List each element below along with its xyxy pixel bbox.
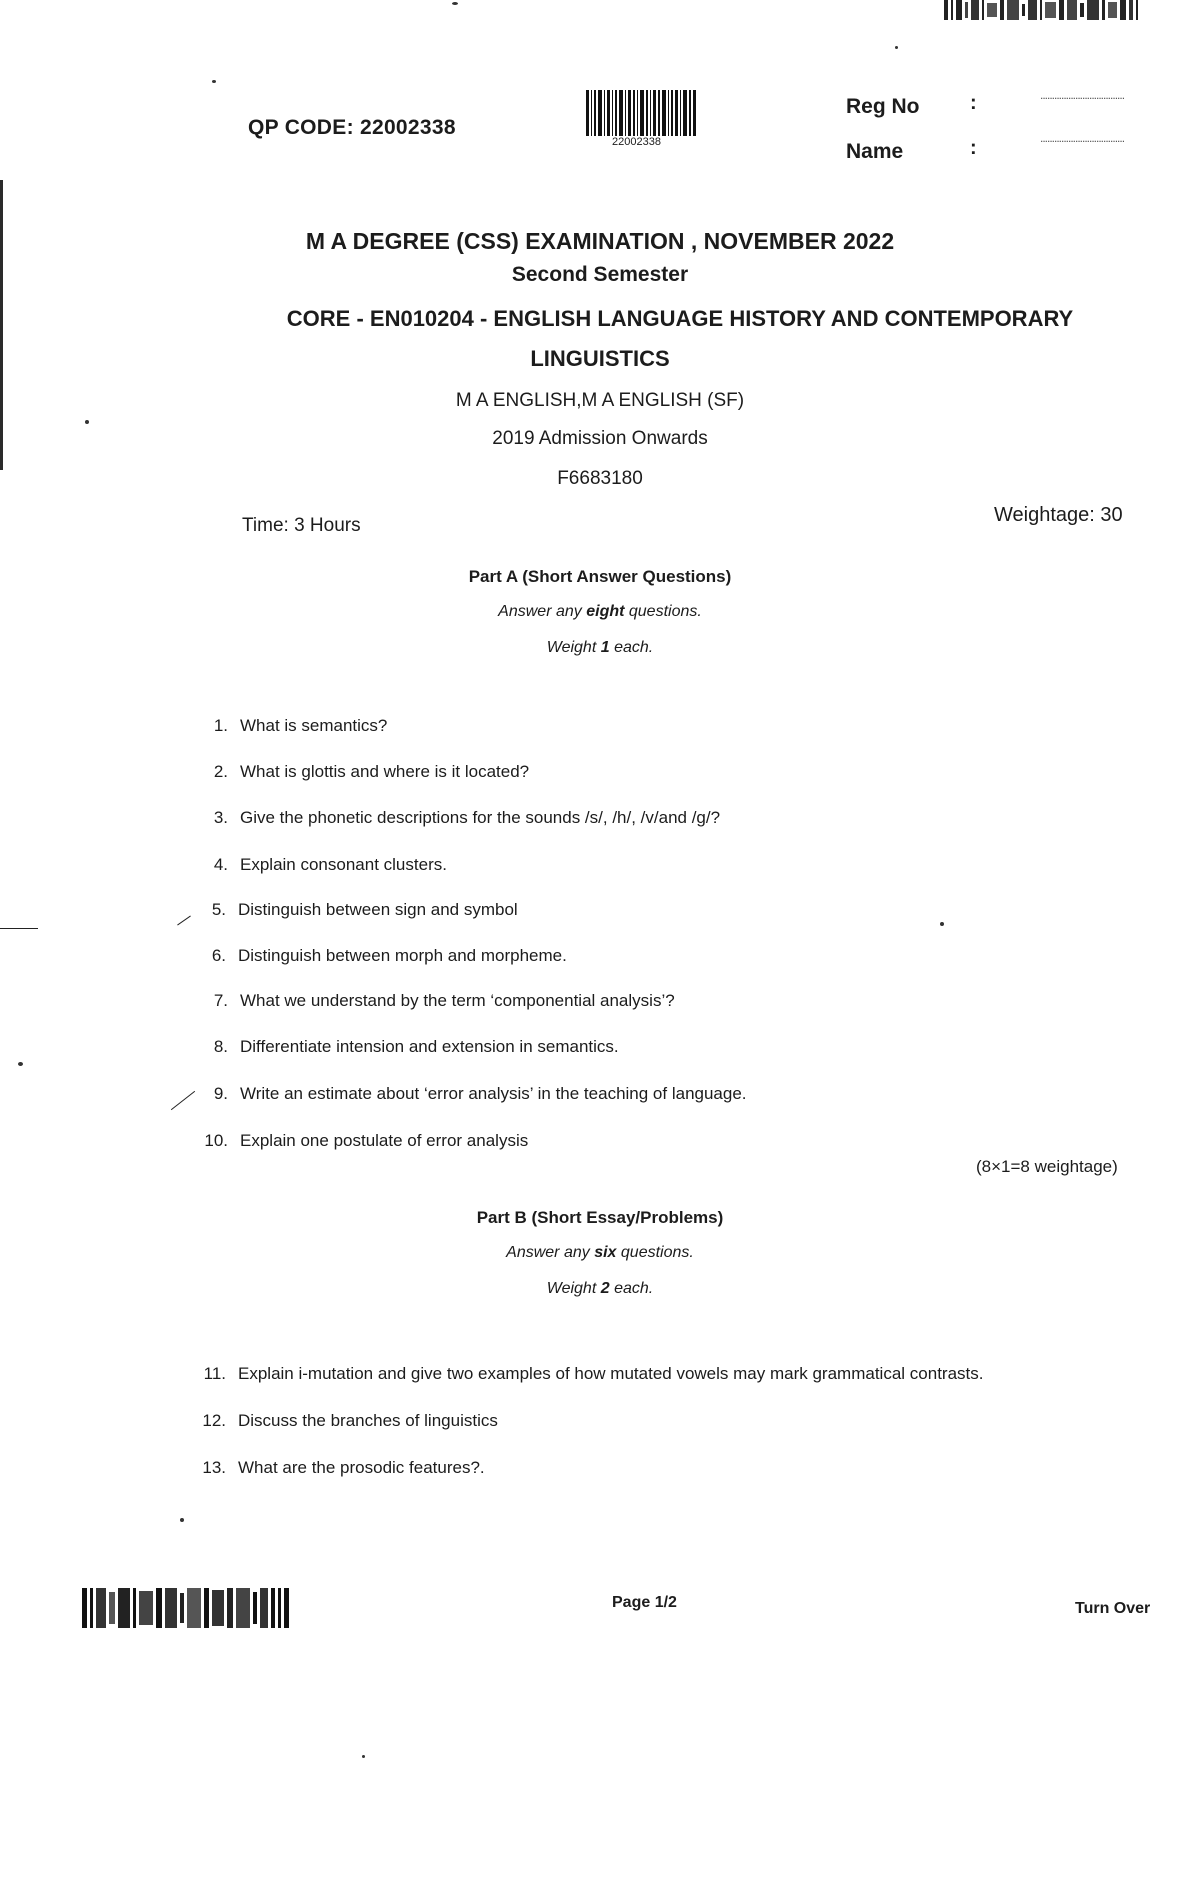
turn-over: Turn Over: [1075, 1600, 1151, 1617]
question-number: 11.: [203, 1364, 226, 1383]
part-a-title: Part A (Short Answer Questions): [468, 567, 732, 586]
question-item: [196, 716, 387, 736]
question-number: 10.: [204, 1131, 228, 1150]
question-item: [196, 855, 447, 875]
reg-no-field: ....................................: [1040, 88, 1125, 102]
corner-barcode-icon: [944, 0, 1154, 20]
question-text: Explain i-mutation and give two examples of how mutated vowels may mark grammatical contrasts.: [238, 1364, 984, 1383]
question-number: 12.: [202, 1411, 226, 1430]
barcode-number: 22002338: [612, 136, 661, 148]
question-text: Explain one postulate of error analysis: [240, 1131, 529, 1150]
course-title: CORE - EN010204 - ENGLISH LANGUAGE HISTORY AND CONTEMPORARY: [286, 306, 1074, 331]
weight-text-end: each.: [609, 639, 654, 656]
question-text: Explain consonant clusters.: [240, 855, 447, 874]
question-text: What are the prosodic features?.: [238, 1458, 485, 1477]
question-number: 9.: [213, 1084, 228, 1103]
question-item: [194, 900, 518, 920]
scan-speck: [940, 922, 944, 926]
reg-no-label: Reg No: [846, 95, 920, 118]
program: M A ENGLISH,M A ENGLISH (SF): [455, 390, 745, 411]
scan-speck: [212, 80, 216, 83]
weight-value: 2: [600, 1280, 610, 1297]
admission: 2019 Admission Onwards: [492, 428, 708, 449]
scan-speck: [180, 1518, 184, 1522]
instruction-text-end: questions.: [624, 603, 702, 620]
name-label: Name: [846, 140, 904, 163]
exam-title: M A DEGREE (CSS) EXAMINATION , NOVEMBER 2022: [305, 228, 895, 254]
scan-speck: [895, 46, 898, 49]
barcode-icon: [586, 90, 698, 136]
question-item: [196, 1131, 528, 1151]
weight-text: Weight: [546, 639, 601, 656]
part-b-instruction: [0, 1244, 1200, 1262]
question-item: [194, 1458, 485, 1478]
pen-mark: [0, 928, 38, 929]
qp-code: QP CODE: 22002338: [248, 116, 456, 139]
question-item: [196, 1084, 747, 1104]
question-number: 5.: [211, 900, 226, 919]
instruction-text: Answer any: [506, 1244, 595, 1261]
question-item: [196, 808, 720, 828]
question-number: 7.: [213, 991, 228, 1010]
scan-speck: [18, 1062, 23, 1066]
question-text: What is semantics?: [240, 716, 388, 735]
weight-text-end: each.: [609, 1280, 654, 1297]
question-text: Differentiate intension and extension in semantics.: [240, 1037, 619, 1056]
scan-speck: [362, 1755, 365, 1758]
question-text: Distinguish between morph and morpheme.: [238, 946, 567, 965]
question-text: Give the phonetic descriptions for the sounds /s/, /h/, /v/and /g/?: [240, 808, 721, 827]
question-item: [194, 1364, 983, 1384]
instruction-count: six: [594, 1244, 617, 1261]
reg-no-colon: :: [970, 92, 977, 114]
question-text: Discuss the branches of linguistics: [238, 1411, 498, 1430]
question-text: Distinguish between sign and symbol: [238, 900, 518, 919]
weight-value: 1: [600, 639, 610, 656]
name-field: ....................................: [1040, 131, 1125, 145]
paper-id: F6683180: [557, 468, 643, 489]
scan-speck: [85, 420, 89, 424]
question-number: 3.: [213, 808, 228, 827]
question-number: 13.: [202, 1458, 226, 1477]
weight-text: Weight: [546, 1280, 601, 1297]
total-weightage: Weightage: 30: [994, 504, 1123, 526]
footer-barcode-icon: [82, 1588, 292, 1628]
question-text: What we understand by the term ‘componential analysis’?: [240, 991, 675, 1010]
part-b-weight: [0, 1280, 1200, 1298]
question-item: [196, 1037, 619, 1057]
semester: Second Semester: [511, 263, 689, 286]
part-a-weight: [0, 639, 1200, 657]
instruction-text: Answer any: [498, 603, 587, 620]
question-number: 1.: [213, 716, 228, 735]
course-title-line2: LINGUISTICS: [530, 346, 670, 371]
scan-speck: [452, 2, 458, 5]
part-a-instruction: [0, 603, 1200, 621]
part-a-marks: (8×1=8 weightage): [976, 1157, 1118, 1176]
part-b-title: Part B (Short Essay/Problems): [476, 1208, 724, 1227]
instruction-text-end: questions.: [616, 1244, 694, 1261]
page-number: Page 1/2: [612, 1594, 677, 1611]
question-item: [194, 946, 567, 966]
pen-mark: [177, 916, 191, 926]
pen-mark: [171, 1091, 195, 1110]
question-number: 8.: [213, 1037, 228, 1056]
question-item: [196, 762, 529, 782]
question-item: [196, 991, 675, 1011]
scan-edge-shadow: [0, 180, 3, 470]
question-number: 4.: [213, 855, 228, 874]
instruction-count: eight: [586, 603, 625, 620]
question-number: 6.: [211, 946, 226, 965]
question-number: 2.: [213, 762, 228, 781]
question-text: What is glottis and where is it located?: [240, 762, 530, 781]
name-colon: :: [970, 137, 977, 159]
question-text: Write an estimate about ‘error analysis’ in the teaching of language.: [240, 1084, 747, 1103]
exam-time: Time: 3 Hours: [242, 515, 361, 536]
question-item: [194, 1411, 498, 1431]
